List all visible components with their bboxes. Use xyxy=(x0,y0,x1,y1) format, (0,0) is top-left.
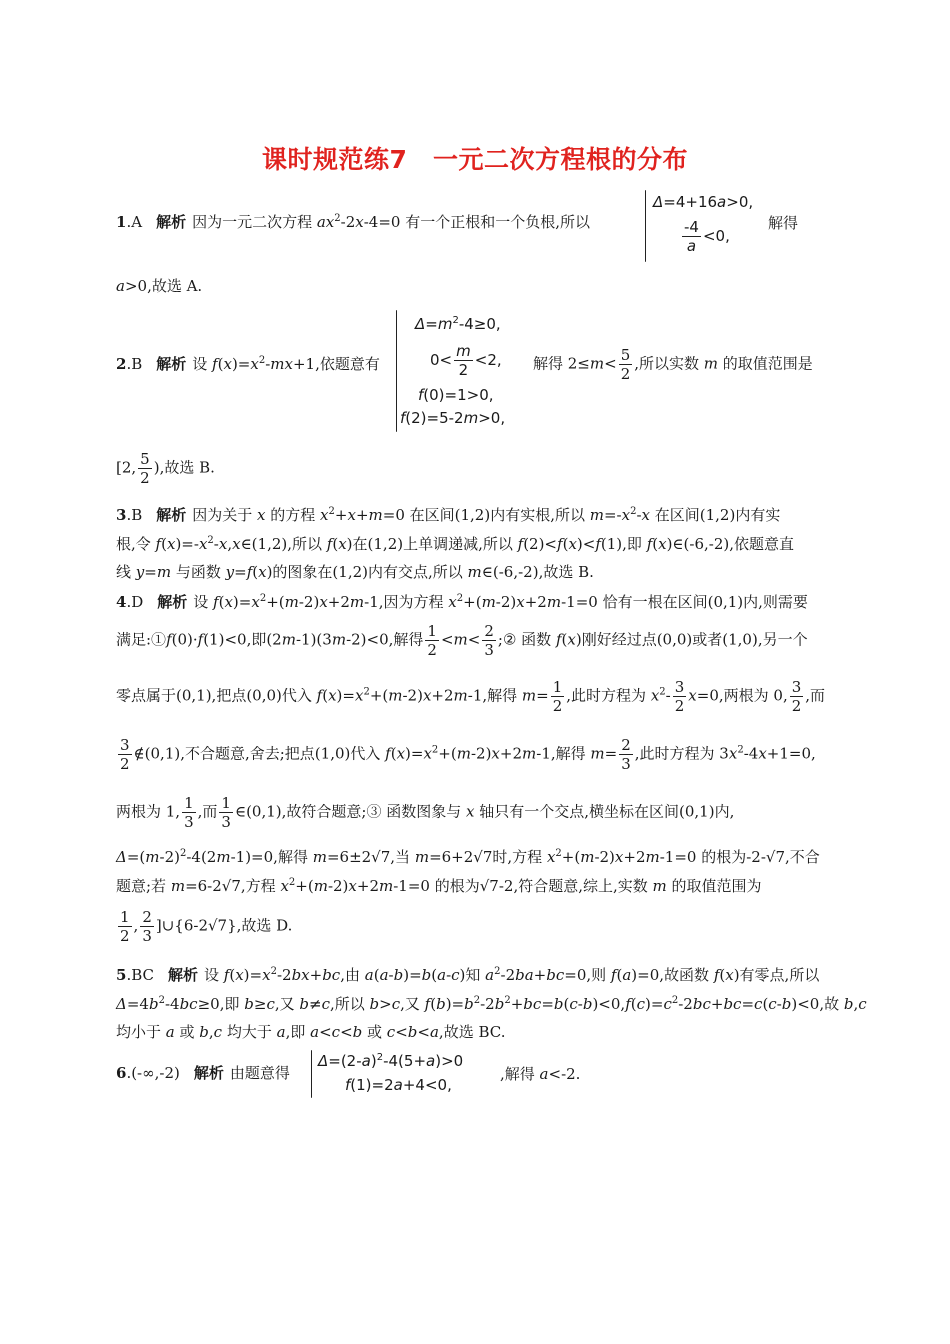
problem-4-line-3: 零点属于(0,1),把点(0,0)代入 $f(x)=x^2+(m-2)x+2m-1$,解得 m= $\frac{1}{2}$ ,此时方程为 $x^2-$ $\frac{3}{2}$ x=0,两根为 0, $\frac{3}{2}$ ,而 xyxy=(116,678,826,715)
problem-4-line-6: $\Delta=(m-2)^2-4(2m-1)=0$,解得 m=6±2√7,当 m=6+2√7时,方程 $x^2+(m-2)x+2m-1=0$ 的根为-2-√7,不合 xyxy=(116,848,820,866)
problem-6-solve: ,解得 a<-2. xyxy=(500,1065,581,1083)
problem-3-line-1: 3.B 解析 因为关于 x 的方程 $x^2+x+m=0$ 在区间(1,2)内有实根,所以 $m=-x^2-x$ 在区间(1,2)内有实 xyxy=(116,506,781,524)
problem-1-solve: 解得 xyxy=(768,214,799,232)
problem-4-line-4: $\frac{3}{2}$ ∉(0,1),不合题意,舍去;把点(1,0)代入 $f(x)=x^2+(m-2)x+2m-1$,解得 m= $\frac{2}{3}$ ,此时方程为 $3x^2-4x+1=0$, xyxy=(120,736,816,773)
problem-5-line-3: 均小于 a 或 b,c 均大于 a,即 a<c<b 或 c<b<a,故选 BC. xyxy=(116,1023,506,1041)
page-title: 课时规范练7 一元二次方程根的分布 xyxy=(262,145,688,174)
system-1-eq-2: $\frac{-4}{a}$ <0, xyxy=(684,218,730,255)
problem-4-line-8: $\frac{1}{2}$ , $\frac{2}{3}$ ]∪{6-2√7},故选 D. xyxy=(120,908,293,945)
problem-2-line-1: 2.B 解析 设 $f(x)=x^2-mx+1$,依题意有 xyxy=(116,355,380,373)
system-2-eq-1: $\Delta=m^2-4\ge 0$, xyxy=(415,315,501,333)
problem-5-line-1: 5.BC 解析 设 $f(x)=x^2-2bx+bc$,由 a(a-b)=b(a-c)知 $a^2-2ba+bc=0$,则 f(a)=0,故函数 f(x)有零点,所以 xyxy=(116,966,820,984)
system-6-eq-2: f(1)=2a+4<0, xyxy=(345,1076,452,1094)
problem-4-line-7: 题意;若 m=6-2√7,方程 $x^2+(m-2)x+2m-1=0$ 的根为√7-2,符合题意,综上,实数 m 的取值范围为 xyxy=(116,877,762,895)
problem-6-line-1: 6.(-∞,-2) 解析 由题意得 xyxy=(116,1064,290,1082)
problem-1-line-1: 1.A 解析 因为一元二次方程 $ax^2-2x-4=0$ 有一个正根和一个负根,所以 xyxy=(116,213,590,231)
problem-2-line-3: [2, $\frac{5}{2}$ ),故选 B. xyxy=(116,450,215,487)
problem-3-line-3: 线 y=m 与函数 y=f(x)的图象在(1,2)内有交点,所以 m∈(-6,-2),故选 B. xyxy=(116,563,594,581)
system-2-eq-2: 0< $\frac{m}{2}$ <2, xyxy=(430,342,502,379)
problem-4-line-2: 满足:①f(0)·f(1)<0,即(2m-1)(3m-2)<0,解得 $\frac{1}{2}$ <m< $\frac{2}{3}$ ;② 函数 f(x)刚好经过点(0,0)或者(1,0),另一个 xyxy=(116,622,808,659)
problem-4-line-5: 两根为 1, $\frac{1}{3}$ ,而 $\frac{1}{3}$ ∈(0,1),故符合题意;③ 函数图象与 x 轴只有一个交点,横坐标在区间(0,1)内, xyxy=(116,794,735,831)
system-6-eq-1: $\Delta=(2-a)^2-4(5+a)>0$ xyxy=(318,1052,464,1070)
system-2-eq-4: f(2)=5-2m>0, xyxy=(400,409,506,427)
problem-2-solve: 解得 2≤m< $\frac{5}{2}$ ,所以实数 m 的取值范围是 xyxy=(533,346,813,383)
system-brace xyxy=(311,1050,312,1098)
system-brace xyxy=(645,190,646,262)
problem-3-line-2: 根,令 $f(x)=-x^2-x,x\in(1,2)$,所以 f(x)在(1,2)上单调递减,所以 f(2)<f(x)<f(1),即 f(x)∈(-6,-2),依题意直 xyxy=(116,535,794,553)
system-brace xyxy=(396,310,397,432)
problem-5-line-2: $\Delta=4b^2-4bc\ge 0$,即 b≥c,又 b≠c,所以 b>c,又 $f(b)=b^2-2b^2+bc=b(c-b)<0,f(c)=c^2-2bc+bc=c(c-b)<0$,故 b,c xyxy=(116,995,867,1013)
system-2-eq-3: f(0)=1>0, xyxy=(418,386,494,404)
problem-4-line-1: 4.D 解析 设 $f(x)=x^2+(m-2)x+2m-1$,因为方程 $x^2+(m-2)x+2m-1=0$ 恰有一根在区间(0,1)内,则需要 xyxy=(116,593,808,611)
system-1-eq-1: Δ=4+16a>0, xyxy=(653,193,754,211)
problem-1-line-2: a>0,故选 A. xyxy=(116,277,203,295)
